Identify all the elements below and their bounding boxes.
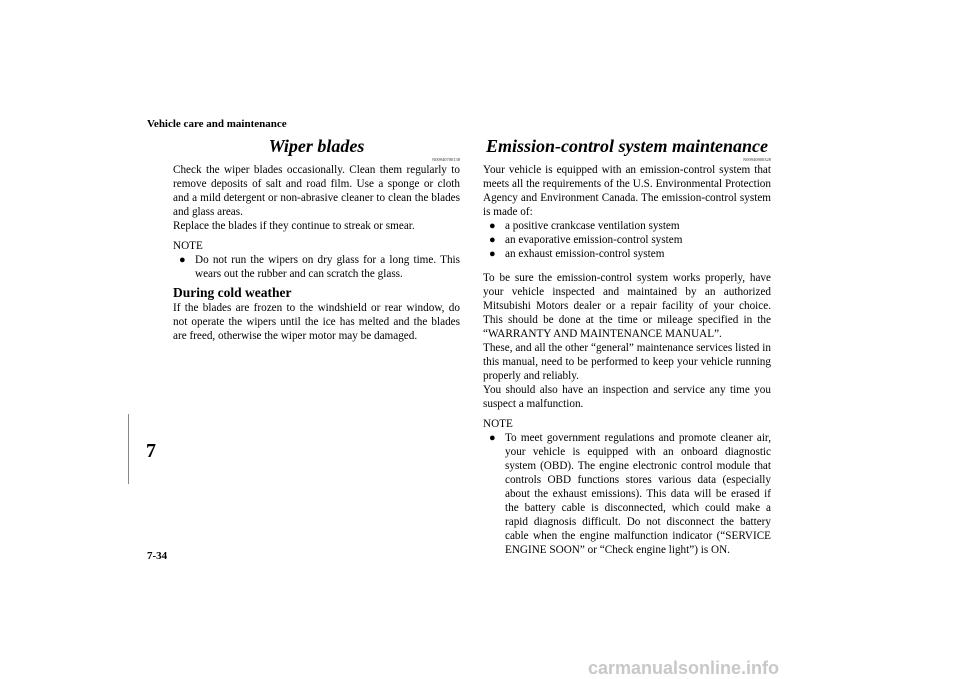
chapter-tab-number: 7 bbox=[146, 440, 156, 462]
list-item bbox=[483, 219, 771, 233]
paragraph: These, and all the other “general” maintenance services listed in this manual, need to be performed to keep your vehicle running properly and reliably. bbox=[483, 342, 771, 382]
list-item-text: an exhaust emission-control system bbox=[505, 248, 665, 260]
list-item-text: a positive crankcase ventilation system bbox=[505, 220, 680, 232]
subsection-title-cold-weather: During cold weather bbox=[173, 285, 292, 300]
note-label: NOTE bbox=[173, 240, 203, 252]
paragraph: Your vehicle is equipped with an emission-control system that meets all the requirements of the U.S. Environmental Protection Agency and Environment Canada. The emission-control system is made of: bbox=[483, 164, 771, 218]
bullet-icon: ● bbox=[489, 248, 496, 260]
left-column bbox=[173, 136, 460, 343]
paragraph: Replace the blades if they continue to streak or smear. bbox=[173, 220, 415, 232]
bullet-icon: ● bbox=[489, 234, 496, 246]
running-header: Vehicle care and maintenance bbox=[147, 118, 287, 130]
chapter-tab-divider bbox=[128, 414, 129, 484]
note-item bbox=[173, 253, 460, 281]
section-ref-code: N00940800328 bbox=[743, 157, 771, 162]
note-text: To meet government regulations and promote cleaner air, your vehicle is equipped with an onboard diagnostic system (OBD). The engine electronic control module that controls OBD functions stores various data (especially about the exhaust emissions). This data will be erased if the battery cable is disconnected, which could make a rapid diagnosis difficult. Do not disconnect the battery cable when the engine malfunction indicator (“SERVICE ENGINE SOON” or “Check engine light”) is ON. bbox=[505, 432, 771, 556]
right-column bbox=[483, 136, 771, 557]
page-number: 7-34 bbox=[147, 550, 168, 562]
system-component-list bbox=[483, 219, 771, 261]
watermark: carmanualsonline.info bbox=[588, 658, 780, 678]
note-list bbox=[173, 253, 460, 281]
bullet-icon: ● bbox=[489, 220, 496, 232]
note-list bbox=[483, 431, 771, 557]
paragraph: Check the wiper blades occasionally. Clean them regularly to remove deposits of salt and road film. Use a sponge or cloth and a mild detergent or non-abrasive cleaner to clean the blades and glass areas. bbox=[173, 164, 460, 218]
paragraph: To be sure the emission-control system works properly, have your vehicle inspected and maintained by an authorized Mitsubishi Motors dealer or a repair facility of your choice. This should be done at the time or mileage specified in the “WARRANTY AND MAINTENANCE MANUAL”. bbox=[483, 272, 771, 340]
paragraph: You should also have an inspection and service any time you suspect a malfunction. bbox=[483, 384, 771, 410]
section-title-wiper-blades: Wiper blades bbox=[268, 136, 365, 156]
section-title-emission-control: Emission-control system maintenance bbox=[485, 136, 769, 156]
section-ref-code: N00940700138 bbox=[432, 157, 460, 162]
note-item bbox=[483, 431, 771, 557]
list-item bbox=[483, 247, 771, 261]
note-label: NOTE bbox=[483, 418, 513, 430]
bullet-icon: ● bbox=[179, 254, 186, 266]
note-text: Do not run the wipers on dry glass for a long time. This wears out the rubber and can scratch the glass. bbox=[195, 254, 460, 280]
paragraph: If the blades are frozen to the windshield or rear window, do not operate the wipers until the ice has melted and the blades are freed, otherwise the wiper motor may be damaged. bbox=[173, 302, 460, 342]
list-item-text: an evaporative emission-control system bbox=[505, 234, 683, 246]
bullet-icon: ● bbox=[489, 432, 496, 444]
list-item bbox=[483, 233, 771, 247]
